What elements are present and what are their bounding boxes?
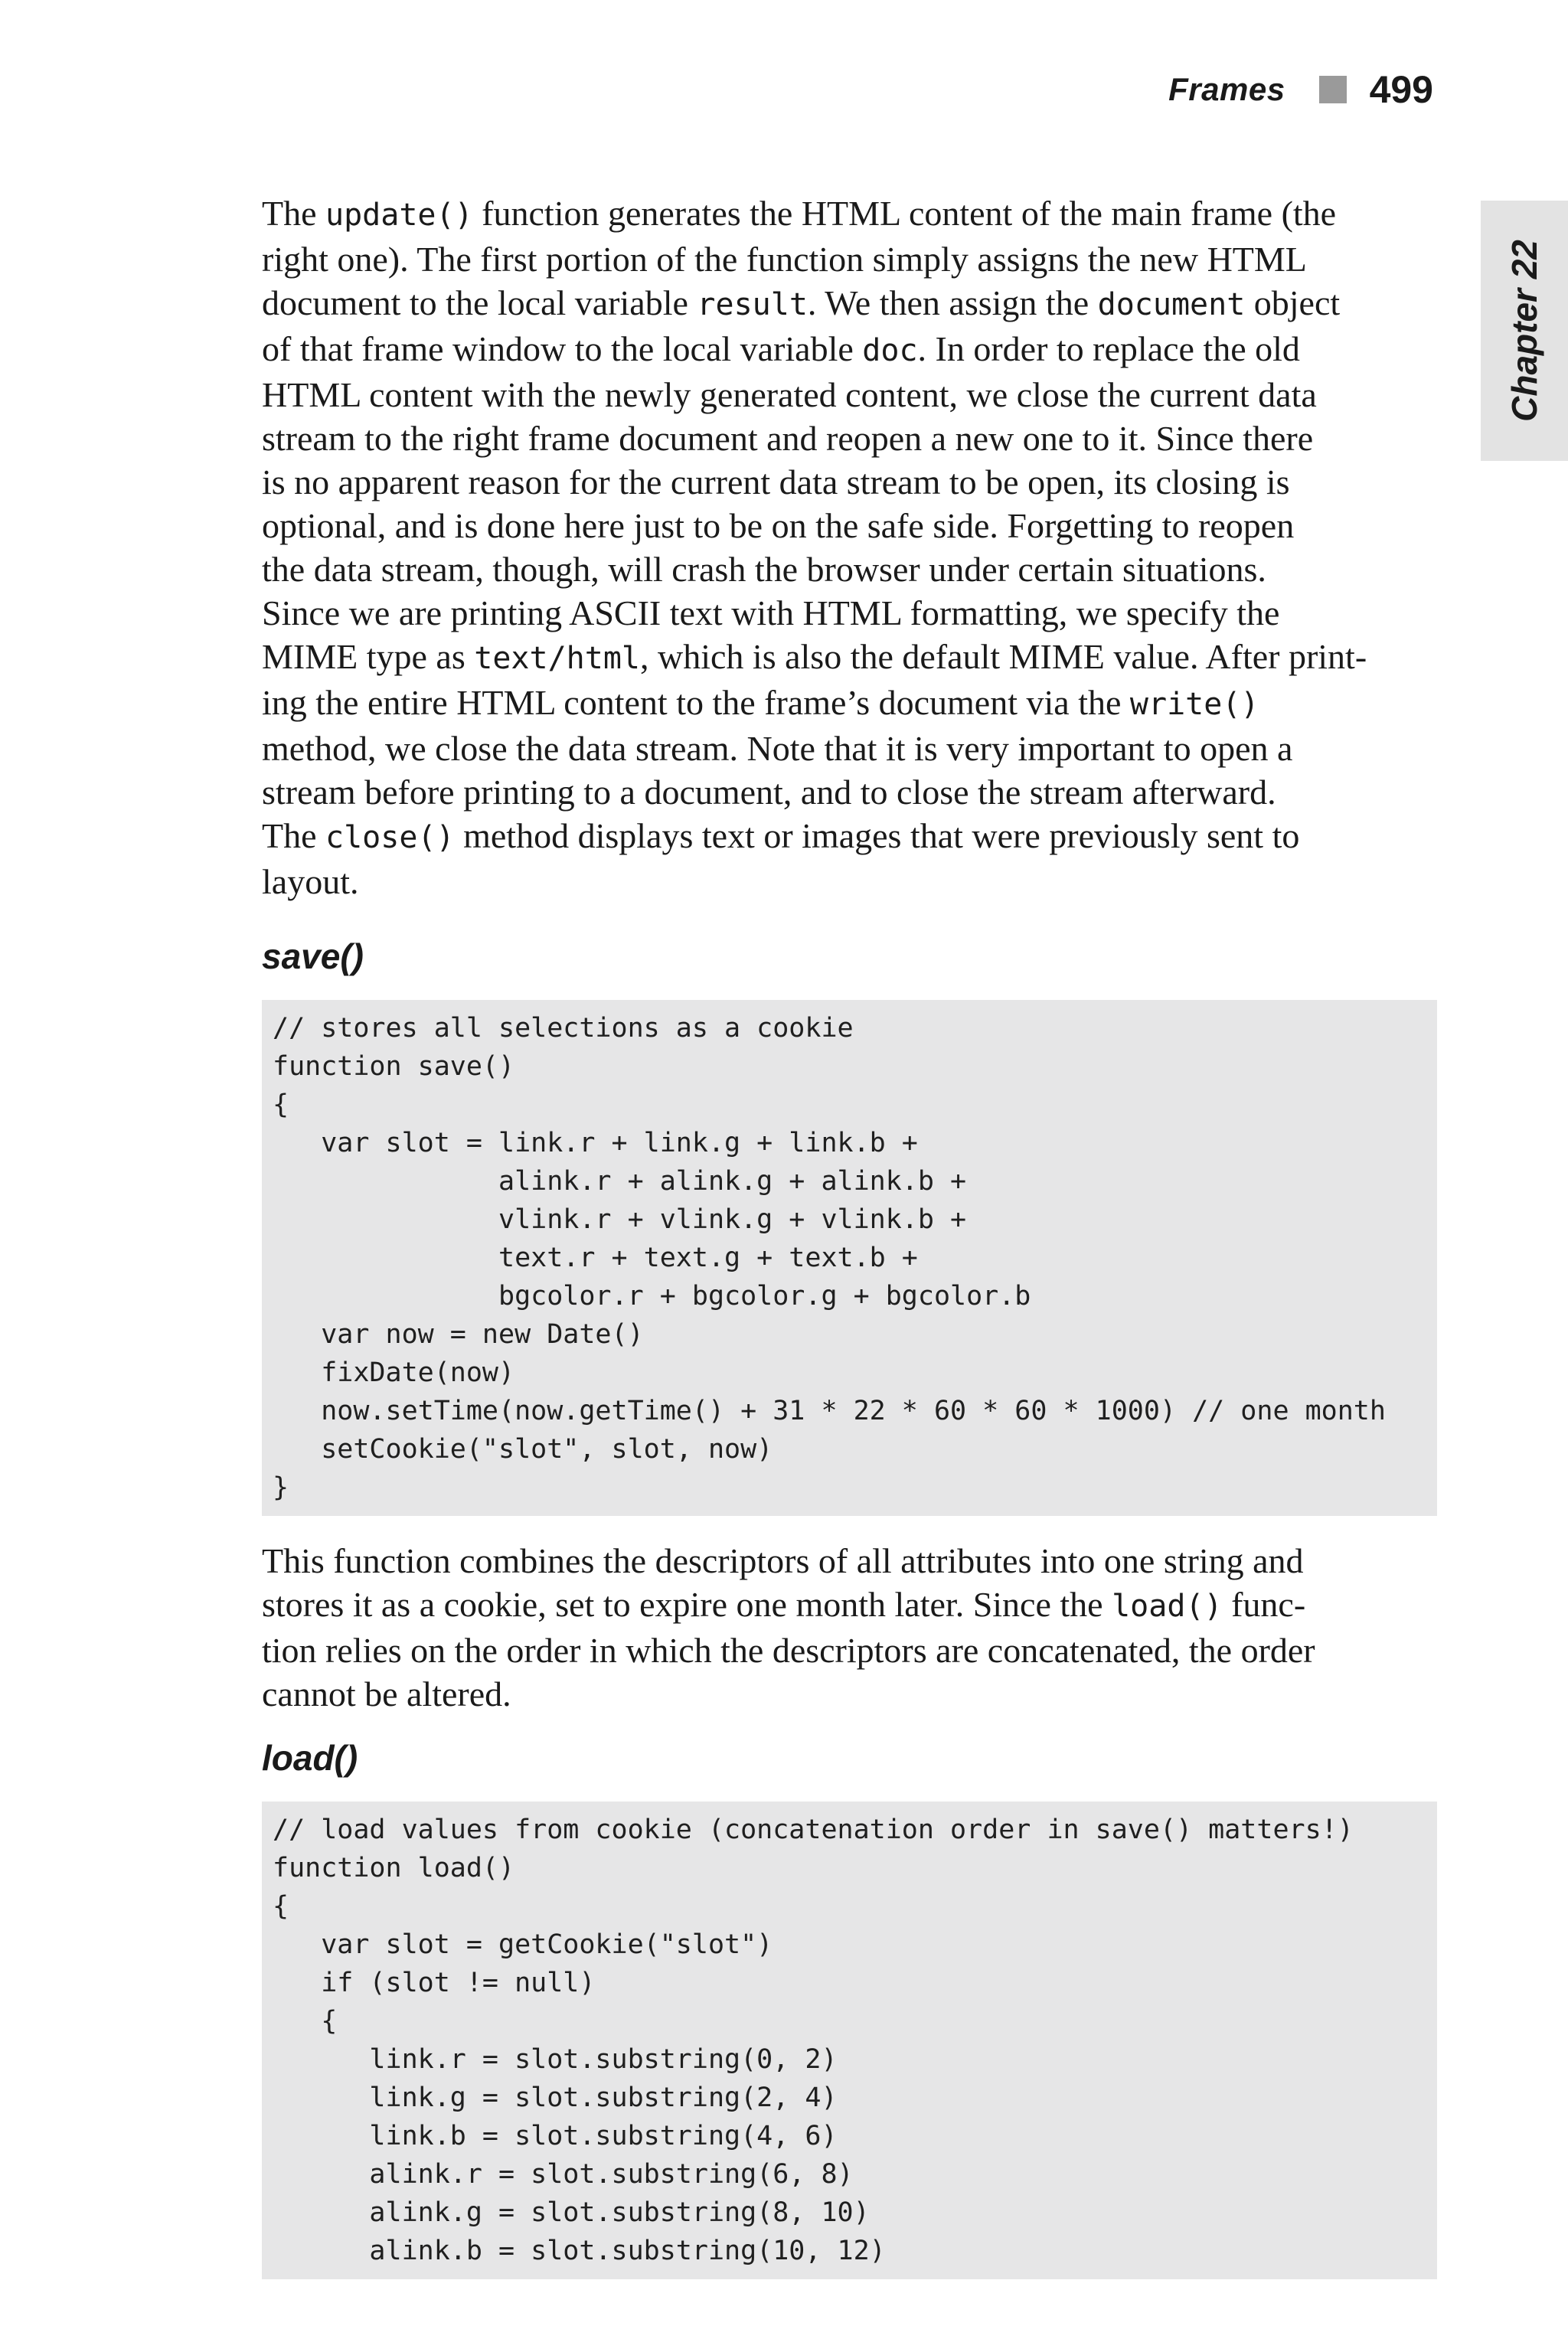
code-block-load <box>262 1802 1437 2279</box>
heading-load: load() <box>262 1738 358 1778</box>
text-line <box>262 191 1437 237</box>
text-line <box>262 1539 1437 1583</box>
text-run: stream to the right frame document and reopen a new one to it. Since there <box>262 419 1314 458</box>
code-line: var now = new Date() <box>273 1319 644 1350</box>
text-line <box>262 681 1437 727</box>
code-line: var slot = link.r + link.g + link.b + <box>273 1128 918 1158</box>
code-line: now.setTime(now.getTime() + 31 * 22 * 60 * 60 * 1000) // one month <box>273 1396 1386 1426</box>
text-run: cannot be altered. <box>262 1674 511 1713</box>
text-line <box>262 460 1437 504</box>
text-run: layout. <box>262 862 359 901</box>
running-head <box>1168 67 1433 112</box>
text-line <box>262 814 1437 860</box>
text-run: optional, and is done here just to be on the safe side. Forgetting to reopen <box>262 506 1295 545</box>
inline-code: doc <box>862 333 918 368</box>
text-run: . We then assign the <box>807 283 1098 322</box>
paragraph-save-explanation <box>262 1539 1437 1716</box>
text-line <box>262 591 1437 635</box>
code-line: // stores all selections as a cookie <box>273 1013 854 1044</box>
text-run: Since we are printing ASCII text with HTML formatting, we specify the <box>262 593 1280 632</box>
inline-code: document <box>1097 287 1246 322</box>
text-run: the data stream, though, will crash the browser under certain situations. <box>262 550 1266 589</box>
code-line: link.b = slot.substring(4, 6) <box>273 2121 838 2151</box>
text-line <box>262 237 1437 281</box>
inline-code: update() <box>325 198 473 233</box>
code-line: link.g = slot.substring(2, 4) <box>273 2082 838 2113</box>
text-run: ing the entire HTML content to the frame’s document via the <box>262 683 1130 722</box>
text-line <box>262 860 1437 903</box>
code-line: var slot = getCookie("slot") <box>273 1929 773 1960</box>
page-content <box>262 191 1437 2279</box>
paragraph-update-explanation <box>262 191 1437 903</box>
inline-code: load() <box>1112 1589 1223 1624</box>
text-line <box>262 373 1437 416</box>
code-block-save <box>262 1000 1437 1516</box>
text-run: right one). The first portion of the function simply assigns the new HTML <box>262 240 1307 279</box>
code-line: alink.b = slot.substring(10, 12) <box>273 2236 886 2266</box>
text-line <box>262 1583 1437 1628</box>
text-line <box>262 547 1437 591</box>
text-line <box>262 1672 1437 1716</box>
text-run: stores it as a cookie, set to expire one month later. Since the <box>262 1585 1112 1624</box>
heading-save: save() <box>262 936 364 976</box>
text-run: tion relies on the order in which the descriptors are concatenated, the order <box>262 1631 1315 1670</box>
code-line: alink.r = slot.substring(6, 8) <box>273 2159 854 2190</box>
inline-code: text/html <box>474 641 640 676</box>
text-run: method, we close the data stream. Note that it is very important to open a <box>262 729 1293 768</box>
code-line: function save() <box>273 1051 515 1082</box>
text-line <box>262 727 1437 770</box>
code-line: if (slot != null) <box>273 1968 596 1998</box>
code-line: { <box>273 2006 338 2037</box>
text-run: of that frame window to the local variable <box>262 329 863 368</box>
page-number: 499 <box>1369 68 1433 111</box>
code-line: { <box>273 1891 289 1922</box>
text-run: is no apparent reason for the current data stream to be open, its closing is <box>262 462 1290 501</box>
chapter-tab <box>1481 201 1568 461</box>
text-run: The <box>262 816 326 855</box>
code-line: // load values from cookie (concatenation order in save() matters!) <box>273 1815 1354 1845</box>
text-run: . In order to replace the old <box>917 329 1300 368</box>
text-line <box>262 416 1437 460</box>
text-run: MIME type as <box>262 637 475 676</box>
code-line: } <box>273 1472 289 1503</box>
text-line <box>262 327 1437 373</box>
text-run: This function combines the descriptors of all attributes into one string and <box>262 1541 1304 1580</box>
inline-code: write() <box>1129 687 1259 722</box>
text-run: document to the local variable <box>262 283 697 322</box>
code-line: link.r = slot.substring(0, 2) <box>273 2044 838 2075</box>
text-run: function generates the HTML content of the main frame (the <box>472 194 1337 233</box>
chapter-label: Chapter 22 <box>1504 240 1544 422</box>
text-line <box>262 1628 1437 1672</box>
code-line: { <box>273 1089 289 1120</box>
text-line <box>262 504 1437 547</box>
text-run: object <box>1245 283 1341 322</box>
code-line: alink.r + alink.g + alink.b + <box>273 1166 967 1197</box>
header-square-marker <box>1319 76 1347 103</box>
code-line: text.r + text.g + text.b + <box>273 1243 918 1273</box>
text-run: stream before printing to a document, and to close the stream afterward. <box>262 773 1276 812</box>
text-run: func- <box>1222 1585 1306 1624</box>
inline-code: result <box>697 287 808 322</box>
text-run: HTML content with the newly generated content, we close the current data <box>262 375 1317 414</box>
inline-code: close() <box>325 820 455 855</box>
section-title: Frames <box>1168 71 1285 107</box>
text-run: , which is also the default MIME value. After print- <box>640 637 1367 676</box>
text-line <box>262 635 1437 681</box>
code-line: setCookie("slot", slot, now) <box>273 1434 773 1465</box>
code-line: alink.g = slot.substring(8, 10) <box>273 2197 870 2228</box>
code-line: bgcolor.r + bgcolor.g + bgcolor.b <box>273 1281 1031 1312</box>
text-run: The <box>262 194 326 233</box>
text-line <box>262 770 1437 814</box>
text-run: method displays text or images that were previously sent to <box>454 816 1300 855</box>
code-line: function load() <box>273 1853 515 1883</box>
text-line <box>262 281 1437 327</box>
code-line: fixDate(now) <box>273 1357 515 1388</box>
code-line: vlink.r + vlink.g + vlink.b + <box>273 1204 967 1235</box>
